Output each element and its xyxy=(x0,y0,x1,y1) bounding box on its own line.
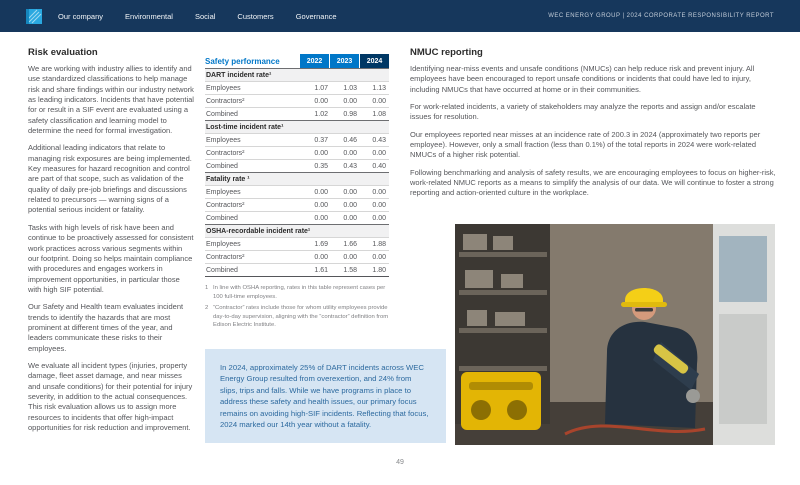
value-2023: 0.43 xyxy=(343,162,357,170)
nav-item-social[interactable]: Social xyxy=(194,11,216,21)
value-2023: 0.00 xyxy=(343,253,357,261)
table-body xyxy=(205,68,389,277)
nav-item-environmental[interactable]: Environmental xyxy=(125,11,173,21)
nmuc-reporting-paragraph-2: For work-related incidents, a variety of stakeholders may analyze the reports and assign and/or escalate issues for resolution. xyxy=(410,102,756,122)
row-label: Employees xyxy=(206,188,241,196)
value-2023: 0.00 xyxy=(343,188,357,196)
wec-logo-icon xyxy=(26,9,42,24)
nmuc-reporting-paragraph-1: Identifying near-miss events and unsafe conditions (NMUCs) can help reduce risk and prevent injury. All employees have been encouraged to report unsafe conditions or incidents that could have led to injury, including NMUCs that have occurred at home or in their communities. xyxy=(410,64,755,94)
row-label: Combined xyxy=(206,110,238,118)
table-row-dart-incident-rate-combined xyxy=(205,107,389,120)
value-2024: 0.00 xyxy=(372,253,386,261)
nmuc-reporting-paragraphs xyxy=(410,64,776,199)
report-title: WEC ENERGY GROUP | 2024 CORPORATE RESPONSIBILITY REPORT xyxy=(548,13,774,19)
footnote-1 xyxy=(205,284,389,301)
footnote-marker: 2 xyxy=(205,305,209,312)
value-2024: 0.00 xyxy=(372,149,386,157)
table-section-dart-incident-rate: DART incident rate¹ xyxy=(205,68,389,81)
value-2024: 0.00 xyxy=(372,188,386,196)
value-2024: 0.00 xyxy=(372,214,386,222)
row-label: Contractors² xyxy=(206,97,245,105)
risk-evaluation-paragraphs xyxy=(28,64,195,433)
value-2023: 0.00 xyxy=(343,214,357,222)
value-2024: 1.88 xyxy=(372,240,386,248)
table-row-lost-time-incident-rate-combined xyxy=(205,159,389,172)
row-label: Combined xyxy=(206,266,238,274)
worker-in-van-illustration xyxy=(455,224,775,445)
risk-evaluation-section xyxy=(28,47,195,440)
row-label: Combined xyxy=(206,162,238,170)
nav-item-our-company[interactable]: Our company xyxy=(58,11,104,21)
dart-incidents-callout: In 2024, approximately 25% of DART incidents across WEC Energy Group resulted from overexertion, and 24% from slips, trips and falls. While we have programs in place to address these safety and health issues, our primary focus remains on avoiding high-SIF incidents. Reflecting that focus, 2024 marked our 14th year without a fatality. xyxy=(205,349,446,443)
nmuc-reporting-paragraph-3: Our employees reported near misses at an incidence rate of 200.3 in 2024 (approximately two reports per employee). However, only a small fraction (less than 0.1%) of the total reports in 2024 were work-related NMUCs of a higher risk potential. xyxy=(410,129,761,160)
row-label: Employees xyxy=(206,240,241,248)
value-2022: 0.00 xyxy=(314,149,328,157)
row-label: Combined xyxy=(206,214,238,222)
value-2023: 1.03 xyxy=(343,84,357,92)
table-section-lost-time-incident-rate: Lost-time incident rate¹ xyxy=(205,120,389,133)
table-row-osha-recordable-incident-rate-combined xyxy=(205,263,389,276)
value-2022: 1.61 xyxy=(314,266,328,274)
table-section-osha-recordable-incident-rate: OSHA-recordable incident rate¹ xyxy=(205,224,389,237)
table-year-2022: 2022 xyxy=(300,54,329,68)
row-label: Employees xyxy=(206,136,241,144)
row-label: Employees xyxy=(206,84,241,92)
value-2022: 0.00 xyxy=(314,214,328,222)
table-title: Safety performance xyxy=(205,56,280,66)
nav-item-governance[interactable]: Governance xyxy=(295,11,337,21)
table-row-osha-recordable-incident-rate-employees xyxy=(205,237,389,250)
nmuc-reporting-paragraph-4: Following benchmarking and analysis of safety results, we are encouraging employees to focus on higher-risk, work-related NMUC reports as a means to simplify the analysis of our data. We will continue to foster a strong reporting and action-oriented culture in the workplace. xyxy=(410,167,776,198)
value-2022: 0.00 xyxy=(314,253,328,261)
section-heading-nmuc-reporting: NMUC reporting xyxy=(410,47,483,58)
risk-evaluation-paragraph-5: We evaluate all incident types (injuries, property damage, fleet asset damage, and near misses and unsafe conditions) for their potential for injury severity, in addition to the actual consequences. This risk evaluation allows us to assign more resources to incidents that offer high-impact opportunities for risk reduction and improvement. xyxy=(28,360,193,432)
value-2024: 0.40 xyxy=(372,162,386,170)
value-2024: 0.00 xyxy=(372,97,386,105)
section-heading-risk-evaluation: Risk evaluation xyxy=(28,47,98,58)
value-2023: 0.00 xyxy=(343,149,357,157)
value-2022: 0.00 xyxy=(314,97,328,105)
table-row-osha-recordable-incident-rate-contractors xyxy=(205,250,389,263)
page-number: 49 xyxy=(396,459,404,466)
table-row-dart-incident-rate-contractors xyxy=(205,94,389,107)
header-nav xyxy=(58,12,337,21)
value-2024: 1.08 xyxy=(372,110,386,118)
value-2022: 1.02 xyxy=(314,110,328,118)
risk-evaluation-paragraph-3: Tasks with high levels of risk have been and continue to be proactively assessed for consistent work practices across various segments within our footprint. Doing so helps maintain compliance with procedures and engages workers in improvement opportunities, in particular those with high SIF potential. xyxy=(28,222,194,294)
table-year-2023: 2023 xyxy=(330,54,359,68)
value-2022: 0.37 xyxy=(314,136,328,144)
table-row-fatality-rate-employees xyxy=(205,185,389,198)
value-2023: 1.66 xyxy=(343,240,357,248)
value-2024: 1.13 xyxy=(372,84,386,92)
value-2023: 0.00 xyxy=(343,97,357,105)
footnote-text: “Contractor” rates include those for whom utility employees provide day-to-day supervision, aligning with the “contractor” definition from Edison Electric Institute. xyxy=(213,305,389,329)
value-2022: 0.00 xyxy=(314,201,328,209)
value-2023: 0.46 xyxy=(343,136,357,144)
table-row-lost-time-incident-rate-employees xyxy=(205,133,389,146)
worker-in-van-photo xyxy=(455,224,775,445)
risk-evaluation-paragraph-1: We are working with industry allies to identify and use standardized classifications to help manage risk and share findings within our industry network as leading indicators. Incidents that have potential for or result in a SIF event are evaluated using a safety classification and learning model to determine the need for formal investigation. xyxy=(28,64,194,136)
row-label: Contractors² xyxy=(206,201,245,209)
value-2024: 1.80 xyxy=(372,266,386,274)
table-year-2024: 2024 xyxy=(360,54,389,68)
footnote-marker: 1 xyxy=(205,285,209,291)
safety-performance-table xyxy=(205,54,389,333)
table-footnotes xyxy=(205,284,389,330)
page-header xyxy=(0,0,800,32)
value-2023: 1.58 xyxy=(343,266,357,274)
value-2024: 0.00 xyxy=(372,201,386,209)
table-section-fatality-rate: Fatality rate ¹ xyxy=(205,172,389,185)
value-2024: 0.43 xyxy=(372,136,386,144)
row-label: Contractors² xyxy=(206,253,245,261)
nav-item-customers[interactable]: Customers xyxy=(237,11,274,21)
row-label: Contractors² xyxy=(206,149,245,157)
table-row-fatality-rate-contractors xyxy=(205,198,389,211)
risk-evaluation-paragraph-2: Additional leading indicators that relate to managing risk exposures are being implemented. Key measures for hazard recognition and control are part of that scope, such as validation of the quality of daily pre-job briefings and discussions related to precursors — warning signs of a potential serious incident or fatality. xyxy=(28,143,192,215)
value-2022: 1.69 xyxy=(314,240,328,248)
table-header-row xyxy=(205,54,389,68)
table-row-lost-time-incident-rate-contractors xyxy=(205,146,389,159)
value-2022: 0.35 xyxy=(314,162,328,170)
value-2022: 0.00 xyxy=(314,188,328,196)
table-row-fatality-rate-combined xyxy=(205,211,389,224)
footnote-2 xyxy=(205,304,389,330)
footnote-text: In line with OSHA reporting, rates in this table represent cases per 100 full-time employees. xyxy=(213,285,386,300)
value-2023: 0.98 xyxy=(343,110,357,118)
value-2023: 0.00 xyxy=(343,201,357,209)
risk-evaluation-paragraph-4: Our Safety and Health team evaluates incident trends to identify the hazards that are most prominent at different times of the year, and leaders communicate these risks to their employees. xyxy=(28,302,184,353)
table-row-dart-incident-rate-employees xyxy=(205,81,389,94)
nmuc-reporting-section xyxy=(410,47,776,206)
value-2022: 1.07 xyxy=(314,84,328,92)
